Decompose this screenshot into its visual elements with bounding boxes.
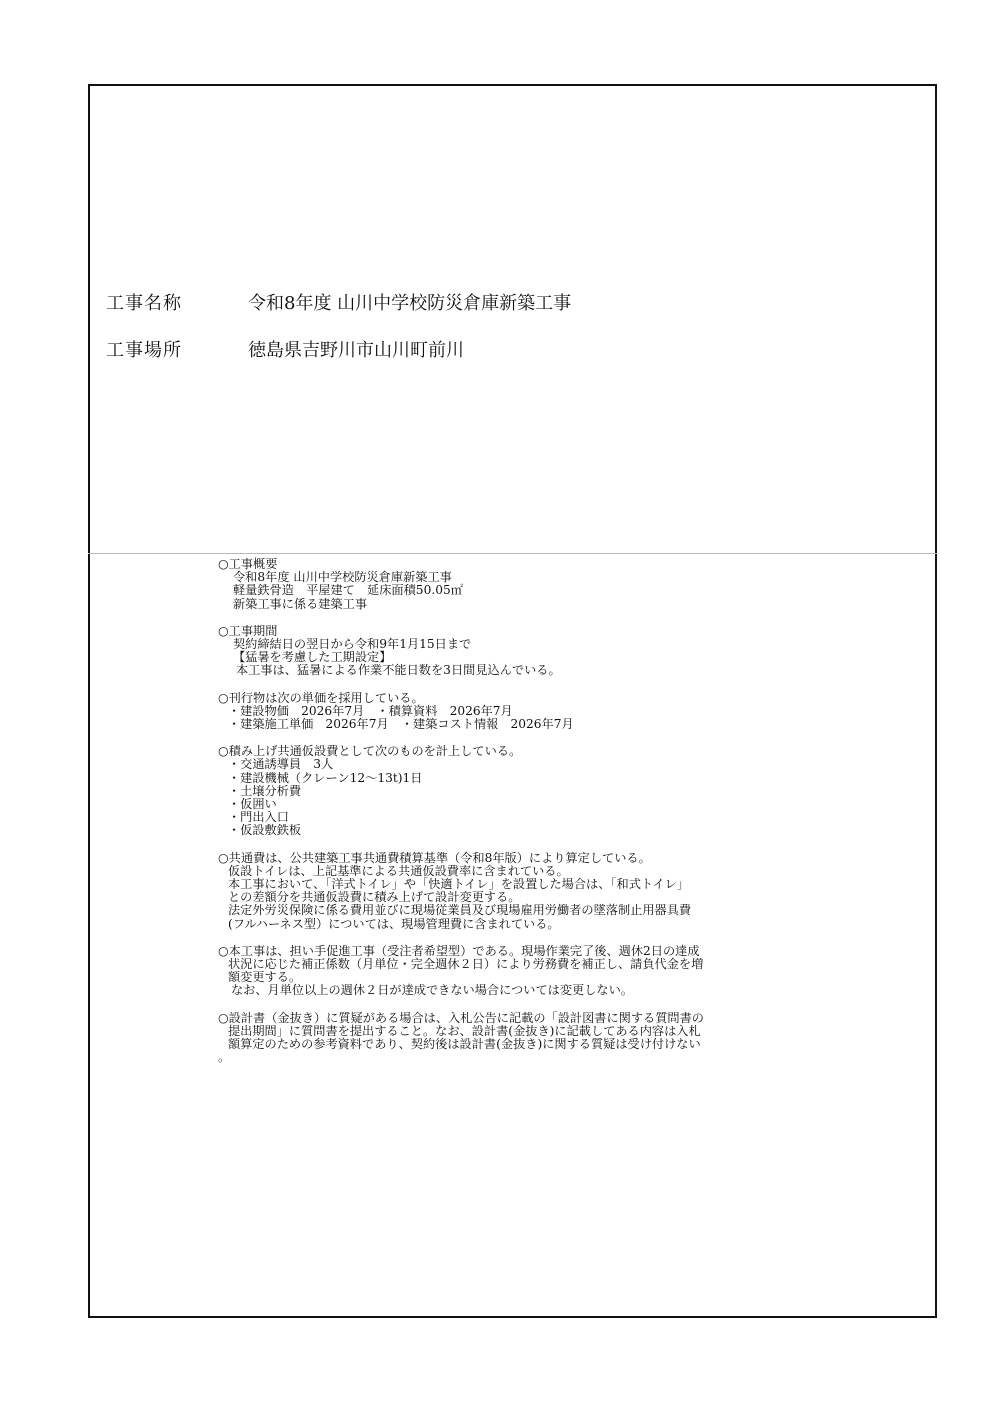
- note-line: 額算定のための参考資料であり、契約後は設計書(金抜き)に関する質疑は受け付けない: [228, 1037, 701, 1052]
- note-line: 【猛暑を考慮した工期設定】: [233, 650, 392, 665]
- note-line: ○設計書（金抜き）に質疑がある場合は、入札公告に記載の「設計図書に関する質問書の: [218, 1010, 704, 1025]
- note-line: ・建設物価 2026年7月 ・積算資料 2026年7月: [228, 703, 513, 718]
- project-name-value: 令和8年度 山川中学校防災倉庫新築工事: [248, 293, 572, 314]
- section-inquiry: [218, 1012, 848, 1065]
- list-item: ・建設機械（クレーン12～13t)1日: [228, 770, 423, 785]
- list-item: ・仮囲い: [228, 797, 277, 812]
- note-line: (フルハーネス型）については、現場管理費に含まれている。: [228, 916, 560, 931]
- note-line: 軽量鉄骨造 平屋建て 延床面積50.05㎡: [233, 583, 463, 598]
- note-line: 状況に応じた補正係数（月単位・完全週休２日）により労務費を補正し、請負代金を増: [228, 957, 704, 972]
- section-workstyle: [218, 945, 848, 998]
- project-location-label: 工事場所: [106, 340, 182, 361]
- note-line: 令和8年度 山川中学校防災倉庫新築工事: [233, 570, 452, 585]
- section-heading: ○共通費は、公共建築工事共通費積算基準（令和8年版）により算定している。: [218, 850, 651, 865]
- list-item: ・仮設敷鉄板: [228, 823, 302, 838]
- section-heading: ○刊行物は次の単価を採用している。: [218, 690, 424, 705]
- project-name-label: 工事名称: [106, 293, 182, 314]
- note-line: 仮設トイレは、上記基準による共通仮設費率に含まれている。: [228, 863, 569, 878]
- list-item: ・土壌分析費: [228, 783, 302, 798]
- note-line: 本工事において、「洋式トイレ」や「快適トイレ」を設置した場合は、「和式トイレ」: [228, 877, 690, 892]
- note-line: 。: [218, 1050, 231, 1065]
- project-location-value: 徳島県吉野川市山川町前川: [248, 340, 464, 361]
- section-period: [218, 625, 848, 678]
- section-overview: [218, 558, 848, 611]
- list-item: ・門出入口: [228, 810, 289, 825]
- section-divider: [88, 553, 937, 554]
- section-price-sources: [218, 692, 848, 732]
- note-line: 新築工事に係る建築工事: [233, 596, 368, 611]
- section-temporary-costs: [218, 745, 848, 837]
- note-line: 本工事は、猛暑による作業不能日数を3日間見込んでいる。: [236, 663, 561, 678]
- notes-block: [218, 558, 848, 1079]
- note-line: 契約締結日の翌日から令和9年1月15日まで: [233, 637, 472, 652]
- section-heading: ○工事期間: [218, 623, 278, 638]
- list-item: ・交通誘導員 3人: [228, 757, 334, 772]
- note-line: 提出期間」に質問書を提出すること。なお、設計書(金抜き)に記載してある内容は入札: [228, 1023, 701, 1038]
- note-line: 法定外労災保険に係る費用並びに現場従業員及び現場雇用労働者の墜落制止用器具費: [228, 903, 692, 918]
- note-line: 額変更する。: [228, 970, 302, 985]
- note-line: ○本工事は、担い手促進工事（受注者希望型）である。現場作業完了後、週休2日の達成: [218, 943, 700, 958]
- section-common-costs: [218, 852, 848, 931]
- note-line: なお、月単位以上の週休２日が達成できない場合については変更しない。: [231, 983, 633, 998]
- note-line: との差額分を共通仮設費に積み上げて設計変更する。: [228, 890, 521, 905]
- note-line: ・建築施工単価 2026年7月 ・建築コスト情報 2026年7月: [228, 717, 574, 732]
- section-heading: ○積み上げ共通仮設費として次のものを計上している。: [218, 744, 522, 759]
- section-heading: ○工事概要: [218, 557, 278, 571]
